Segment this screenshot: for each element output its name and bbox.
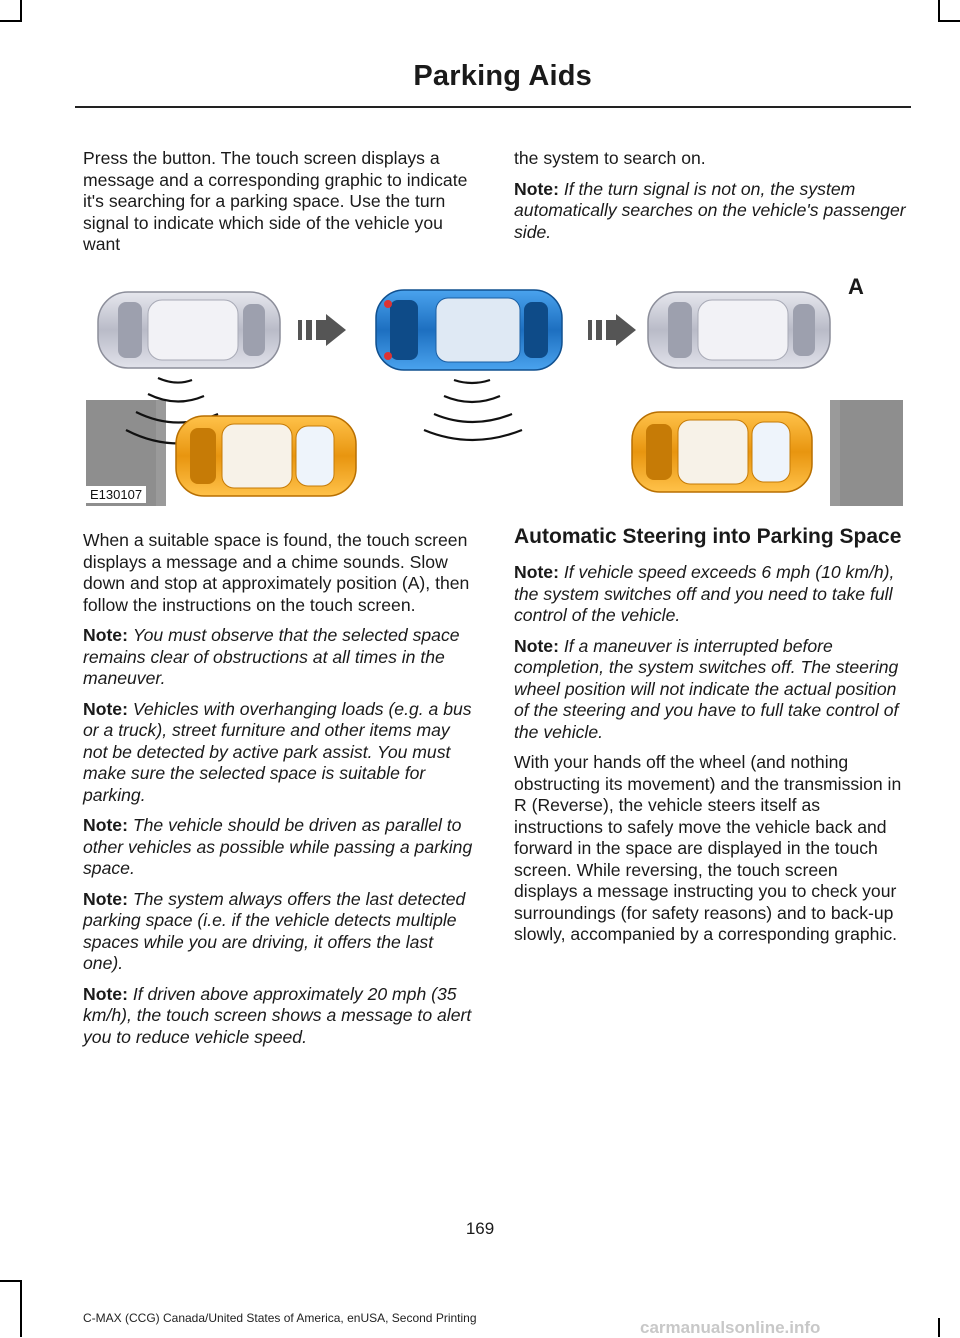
crop-mark [938,20,960,22]
note-text: Vehicles with overhanging loads (e.g. a bus or a truck), street furniture and other items may not be detected by active park assist. You must make sure the selected space is suitable for parking. [83,698,472,805]
note-label: Note: [83,888,128,909]
parking-illustration [86,270,903,506]
parked-silver-car [98,292,280,368]
right-column-lower [514,526,906,955]
note-text: If driven above approximately 20 mph (35 km/h), the touch screen shows a message to alert you to reduce vehicle speed. [83,983,472,1047]
note-text: If vehicle speed exceeds 6 mph (10 km/h), the system switches off and you need to take full control of the vehicle. [514,562,895,625]
note-text: The vehicle should be driven as parallel to other vehicles as possible while passing a parking space. [83,815,473,878]
curb-strip [830,400,840,506]
sensor-waves [424,380,522,440]
note [83,889,475,975]
note-text: You must observe that the selected space remains clear of obstructions at all times in the maneuver. [83,625,460,688]
crop-mark [20,1280,22,1337]
parked-yellow-car [632,412,812,492]
note-label: Note: [514,635,559,656]
right-column-top [514,148,906,252]
note [83,984,475,1049]
note [83,699,475,807]
crop-mark [938,1318,940,1337]
note-text: The system always offers the last detected parking space (i.e. if the vehicle detects multiple spaces while you are driving, it offers the last one). [83,888,466,973]
curb-strip [840,400,903,506]
curb-strip [156,400,166,506]
note-label: Note: [83,698,128,719]
parked-silver-car [648,292,830,368]
direction-arrow [298,314,346,346]
page-title: Parking Aids [413,60,592,92]
page-number: 169 [465,1219,495,1238]
section-heading: Automatic Steering into Parking Space [514,525,902,548]
crop-mark [938,0,940,22]
note-label: Note: [514,562,559,582]
note [83,625,475,690]
note-text: If the turn signal is not on, the system automatically searches on the vehicle's passenger side. [514,178,906,242]
watermark: carmanualsonline.info [640,1318,821,1337]
body-paragraph: When a suitable space is found, the touch screen displays a message and a chime sounds. Slow down and stop at approximately position (A), then follow the instructions on the touch screen. [83,530,470,615]
active-blue-car [376,290,562,370]
crop-mark [0,20,22,22]
note-label: Note: [514,178,559,199]
header-divider [75,106,911,108]
left-column-lower [83,530,475,1057]
body-paragraph: Press the button. The touch screen displays a message and a corresponding graphic to indicate it's searching for a parking space. Use the turn signal to indicate which side of the vehicle you want [83,148,468,254]
left-column-top [83,148,475,265]
parking-search-figure [86,270,903,506]
footer-text: C-MAX (CCG) Canada/United States of America, enUSA, Second Printing [83,1311,477,1325]
note-text: If a maneuver is interrupted before completion, the system switches off. The steering wheel position will not indicate the actual position of the steering and you have to full take control of the vehicle. [514,635,899,742]
crop-mark [20,0,22,22]
note-label: Note: [83,983,128,1004]
parked-yellow-car [176,416,356,496]
figure-code: E130107 [86,486,146,503]
note [83,815,475,880]
note [514,562,906,627]
note-label: Note: [83,625,128,645]
body-paragraph: the system to search on. [514,148,706,168]
note [514,179,906,244]
note [514,636,906,744]
crop-mark [0,1280,22,1282]
direction-arrow [588,314,636,346]
position-label-a: A [848,274,864,299]
note-label: Note: [83,815,128,835]
body-paragraph: With your hands off the wheel (and nothing obstructing its movement) and the transmission in R (Reverse), the vehicle steers itself as instructions to safely move the vehicle back and forward in the space are displayed in the touch screen. While reversing, the touch screen displays a message instructing you to check your surroundings (for safety reasons) and to back-up slowly, accompanied by a corresponding graphic. [514,752,902,944]
